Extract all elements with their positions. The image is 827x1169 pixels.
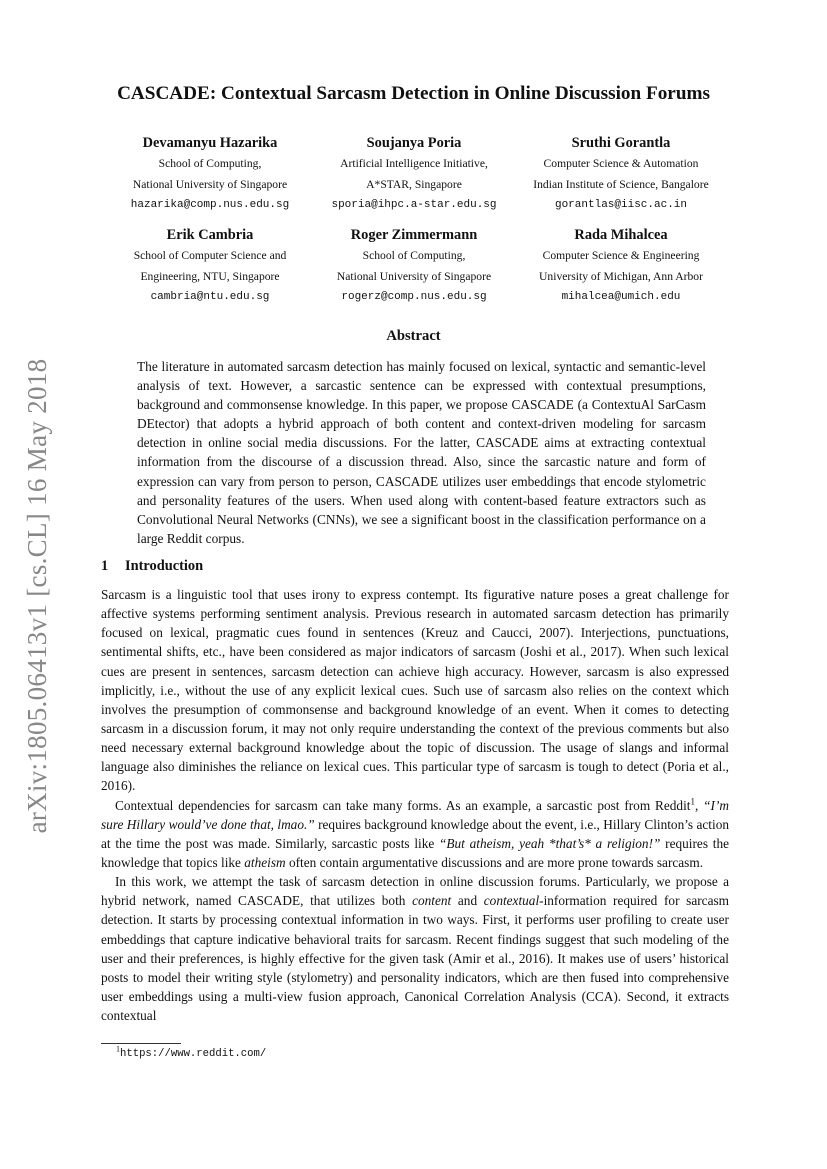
paragraph-3 [101,872,729,1025]
text-span: requires the knowledge that topics like [101,835,729,870]
author-email[interactable]: gorantlas@iisc.ac.in [554,199,688,211]
author-name: Soujanya Poria [366,135,462,151]
author-email[interactable]: cambria@ntu.edu.sg [150,291,270,303]
quote-hillary: “I’m sure Hillary would’ve done that, lmao.” [101,797,729,832]
author-email[interactable]: rogerz@comp.nus.edu.sg [341,291,487,303]
abstract-text: The literature in automated sarcasm detection has mainly focused on lexical, syntactic and semantic-level analysis of text. However, a sarcastic sentence can be expressed with contextual presumptions, background and commonsense knowledge. In this paper, we propose CASCADE (a ContextuAl SarCasm DEtector) that adopts a hybrid approach of both content and context-driven modeling for sarcasm detection in online social media discussions. For the latter, CASCADE aims at extracting contextual information from the discourse of a discussion thread. Also, since the sarcastic nature and form of expression can vary from person to person, CASCADE utilizes user embeddings that encode stylometric and personality features of the users. When used along with content-based feature extractors such as Convolutional Neural Networks (CNNs), we see a significant boost in the classification performance on a large Reddit corpus. [137,359,706,546]
text-span: and [451,893,484,909]
author-affiliation: Artificial Intelligence Initiative, [340,157,488,170]
section-title: Introduction [125,558,204,574]
emphasis-contextual: contextual [483,893,540,909]
paragraph-2 [101,796,729,873]
author-name: Roger Zimmermann [350,227,478,243]
text-span: In this work, we attempt the task of sarcasm detection in online discussion forums. Particularly, we propose a hybrid network, named CASCADE, that utilizes both [101,874,729,909]
author-affiliation: Engineering, NTU, Singapore [140,269,280,283]
author-affiliation: University of Michigan, Ann Arbor [539,269,703,283]
author-name: Sruthi Gorantla [571,135,671,151]
quote-atheism: “But atheism, yeah *that’s* a religion!” [439,835,661,851]
author-affiliation: Computer Science & Engineering [542,249,700,262]
author-affiliation: School of Computing, [158,157,262,170]
abstract-heading: Abstract [386,328,441,344]
section-heading-introduction [101,558,203,575]
emphasis-atheism: atheism [244,854,286,870]
author-name: Erik Cambria [166,227,254,243]
footnote-marker[interactable]: 1 [690,796,695,807]
author-affiliation: School of Computing, [362,249,466,262]
author-email[interactable]: sporia@ihpc.a-star.edu.sg [331,199,497,211]
emphasis-content: content [412,893,452,909]
text-span: Contextual dependencies for sarcasm can take many forms. As an example, a sarcastic post from Reddit [115,797,691,813]
text-span: requires background knowledge about the event, i.e., Hillary Clinton’s action at the time the post was made. Similarly, sarcastic posts like [101,816,729,851]
author-affiliation: Computer Science & Automation [543,157,699,170]
author-zimmermann [299,225,529,308]
author-cambria [95,225,325,308]
author-affiliation: A*STAR, Singapore [366,177,462,191]
text-span: often contain argumentative discussions and are more prone towards sarcasm. [285,854,704,870]
author-affiliation: Indian Institute of Science, Bangalore [533,177,709,191]
author-affiliation: National University of Singapore [132,177,288,191]
introduction-body [101,585,729,1025]
author-hazarika [95,133,325,216]
footnote-number: 1 [116,1044,120,1054]
author-poria [299,133,529,216]
author-email[interactable]: hazarika@comp.nus.edu.sg [130,199,290,211]
paper-title: CASCADE: Contextual Sarcasm Detection in Online Discussion Forums [117,83,710,104]
author-affiliation: School of Computer Science and [133,249,287,262]
author-mihalcea [506,225,736,308]
arxiv-stamp: arXiv:1805.06413v1 [cs.CL] 16 May 2018 [22,358,52,834]
footnote [116,1044,267,1060]
text-span: -information required for sarcasm detection. It starts by processing contextual information in two ways. First, it performs user profiling to create user embeddings that capture indicative behavioral traits for sarcasm. Recent findings suggest that such modeling of the user and their preferences, is highly effective for the given task (Amir et al., 2016). It makes use of users’ historical posts to model their writing style (stylometry) and personality indicators, which are then fused into comprehensive user embeddings using a multi-view fusion approach, Canonical Correlation Analysis (CCA). Second, it extracts contextual [101,893,729,1024]
section-number: 1 [101,558,109,574]
author-name: Devamanyu Hazarika [142,135,278,151]
author-gorantla [506,133,736,216]
text-span: , [694,797,704,813]
author-name: Rada Mihalcea [574,227,668,243]
author-email[interactable]: mihalcea@umich.edu [561,291,681,303]
author-affiliation: National University of Singapore [336,269,492,283]
paragraph-1: Sarcasm is a linguistic tool that uses irony to express contempt. Its figurative nature poses a great challenge for affective systems performing sentiment analysis. Previous research in automated sarcasm detection has primarily focused on lexical, pragmatic cues found in sentences (Kreuz and Caucci, 2007). Interjections, punctuations, sentimental shifts, etc., have been considered as major indicators of sarcasm (Joshi et al., 2017). When such lexical cues are present in sentences, sarcasm detection can achieve high accuracy. However, sarcasm is also expressed implicitly, i.e., without the use of any explicit lexical cues. Such use of sarcasm also relies on the context which involves the presumption of commonsense and background knowledge of an event. When it comes to detecting sarcasm in a discussion forum, it may not only require understanding the context of the previous comments but also need necessary external background knowledge about the topic of discussion. The usage of slangs and informal language also diminishes the reliance on lexical cues. This particular type of sarcasm is tough to detect (Poria et al., 2016). [101,587,729,794]
footnote-url[interactable]: https://www.reddit.com/ [120,1048,267,1060]
footnote-rule [101,1043,181,1044]
